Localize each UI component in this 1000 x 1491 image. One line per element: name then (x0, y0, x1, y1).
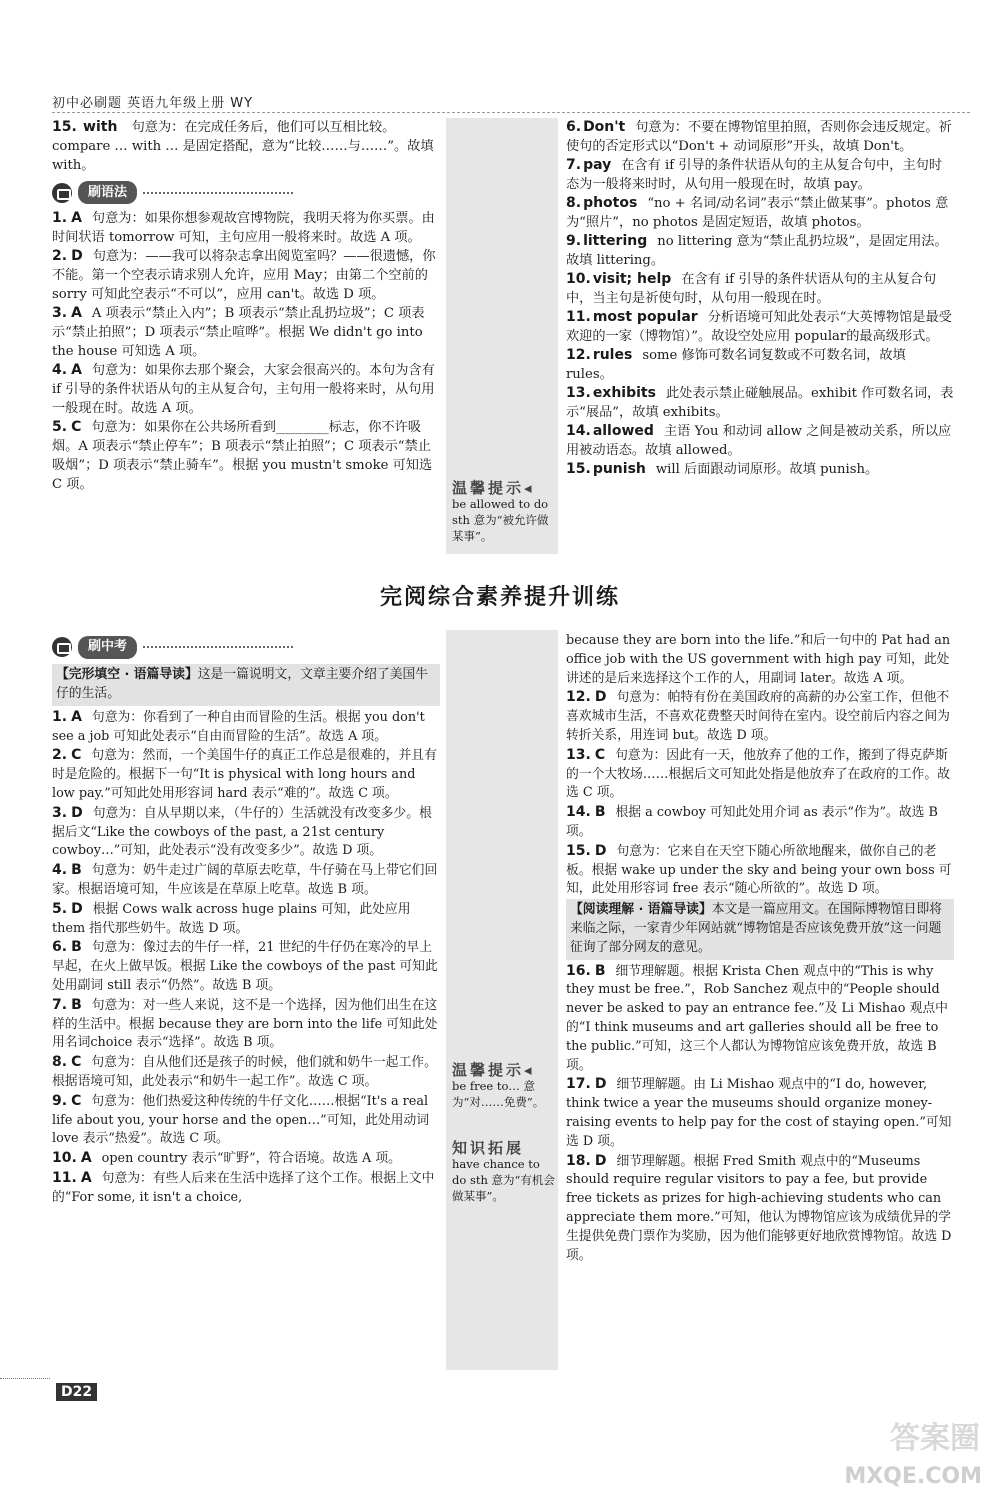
answer-letter: B (71, 939, 82, 956)
item-number: 15. (566, 842, 591, 859)
footer-dotted-rule (0, 1378, 50, 1379)
answer-word: visit; help (592, 271, 672, 287)
list-item (52, 209, 440, 247)
answer-word: littering (583, 233, 648, 249)
list-item (52, 247, 440, 304)
tip-box-free (452, 1062, 556, 1110)
answer-letter: B (71, 996, 82, 1013)
explanation: 句意为：如果你想参观故宫博物院，我明天将为你买票。由时间状语 tomorrow 可知，主句应用一般将来时。故选 A 项。 (52, 210, 435, 245)
explanation: 细节理解题。根据 Fred Smith 观点中的“Museums should require regular visitors to pay a fee, but provide free tickets as prizes for high-achieving students who can appreciate them more.”可知，他认为博物馆应该为成绩优异的学生提供免费门票作为奖励，因为他们能够更好地欣赏博物馆。故选 D 项。 (566, 1153, 952, 1263)
item-number: 14. (566, 804, 591, 821)
item-number: 10. (566, 271, 591, 287)
answer-letter: B (71, 862, 82, 879)
answer-word: punish (592, 461, 646, 477)
item-number: 4. (52, 361, 68, 378)
explanation: 句意为：对一些人来说，这不是一个选择，因为他们出生在这样的生活中。根据 because they are born into the life 可知此处用名词choice 表示“选择”。故选 B 项。 (52, 997, 438, 1051)
list-item (52, 304, 440, 361)
explanation: 句意为：在完成任务后，他们可以互相比较。compare … with … 是固定搭配，意为“比较……与……”。故填 with。 (52, 120, 434, 173)
answer-letter: A (71, 708, 82, 725)
answer-letter: C (594, 746, 606, 763)
explanation: no littering 意为“禁止乱扔垃圾”，是固定用法。故填 littering。 (566, 234, 948, 268)
answer-letter: D (71, 900, 83, 917)
answer-letter: A (71, 304, 82, 321)
grammar-items (52, 209, 440, 494)
answer-letter: D (594, 842, 607, 859)
list-item (566, 746, 954, 803)
item-number: 1. (52, 209, 68, 226)
header-divider (52, 112, 970, 113)
answer-word: with (83, 119, 118, 135)
list-item (566, 118, 954, 156)
item-number: 17. (566, 1076, 591, 1093)
answer-letter: D (594, 1076, 607, 1093)
item-number: 18. (566, 1152, 591, 1169)
answer-letter: B (594, 962, 606, 979)
answer-word: Don't (583, 119, 626, 135)
explanation: 句意为：如果你在公共场所看到________标志，你不许吸烟。A 项表示“禁止停车”；B 项表示“禁止拍照”；C 项表示“禁止吸烟”；D 项表示“禁止骑车”。根据 you mustn't smoke 可知选 C 项。 (52, 419, 433, 492)
top-left-column (52, 118, 440, 494)
tip-title (452, 1140, 556, 1156)
intro-label: 【完形填空 · 语篇导读】 (56, 667, 198, 683)
answer-letter: C (71, 418, 82, 435)
explanation: 句意为：你看到了一种自由而冒险的生活。根据 you don't see a job 可知此处表示“自由而冒险的生活”。故选 A 项。 (52, 709, 425, 744)
bottom-left-column (52, 636, 440, 1208)
arrow-icon: ◂ (524, 1061, 535, 1079)
explanation: 句意为：奶牛走过广阔的草原去吃草，牛仔骑在马上带它们回家。根据语境可知，牛应该是在草原上吃草。故选 B 项。 (52, 863, 438, 897)
list-item (566, 1075, 954, 1151)
list-item (52, 1092, 440, 1149)
continued-text: because they are born into the life.”和后一句中的 Pat had an office job with the US government with high pay 可知，此处讲述的是后来选择这个工作的人，用副词 later。故选 A 项。 (566, 633, 951, 686)
list-item (52, 708, 440, 747)
running-header: 初中必刷题 英语九年级上册 WY (52, 96, 254, 111)
explanation: 细节理解题。由 Li Mishao 观点中的“I do, however, think twice a year the museums should organize money-raising events to help pay for the cost of staying open.”可知选 D 项。 (566, 1077, 952, 1149)
explanation: 句意为：有些人后来在生活中选择了这个工作。根据上文中的“For some, it isn't a choice, (52, 1170, 435, 1205)
watermark-url: MXQE.COM (844, 1464, 982, 1489)
section-title: 完阅综合素养提升训练 (379, 585, 620, 610)
explanation: 此处表示禁止碰触展品。exhibit 作可数名词，表示“展品”，故填 exhibits。 (566, 386, 954, 420)
explanation: open country 表示“旷野”，符合语境。故选 A 项。 (101, 1151, 401, 1167)
item-number: 14. (566, 423, 591, 439)
item-number: 16. (566, 962, 591, 979)
item-15-with (52, 118, 440, 175)
tip-text: be free to… 意为“对……免费”。 (452, 1079, 545, 1109)
explanation: 句意为：然而，一个美国牛仔的真正工作总是很难的，并且有时是危险的。根据下一句“It is physical with long hours and low pay.”可知此处用形容词 hard 表示“难的”。故选 C 项。 (52, 748, 437, 801)
explanation: 在含有 if 引导的条件状语从句的主从复合句中，主句时态为一般将来时时，从句用一般现在时，故填 pay。 (566, 158, 943, 192)
explanation: will 后面跟动词原形。故填 punish。 (655, 462, 879, 477)
answer-word: exhibits (592, 385, 656, 401)
watermark-logo: 答案圈 (890, 1421, 980, 1456)
item-number: 3. (52, 804, 68, 821)
tip-box-top (452, 480, 556, 544)
list-item (566, 384, 954, 422)
item-number: 8. (566, 195, 582, 211)
answer-word: photos (583, 195, 638, 211)
answer-letter: D (71, 247, 83, 264)
list-item (566, 194, 954, 232)
item-number: 13. (566, 385, 591, 401)
section-badge-grammar (52, 181, 293, 204)
explanation: 细节理解题。根据 Krista Chen 观点中的“This is why they must be free.”，Rob Sanchez 观点中的“People should never be asked to pay an entrance fee.”及 Li Mishao 观点中的“I think museums and art galleries should all be free to the public.”可知，这三个人都认为博物馆应该免费开放，故选 B 项。 (566, 963, 948, 1073)
top-right-column (566, 118, 954, 479)
list-item (566, 842, 954, 899)
list-item (52, 938, 440, 995)
item-number: 8. (52, 1054, 68, 1071)
explanation: 根据 Cows walk across huge plains 可知，此处应用 them 指代那些奶牛。故选 D 项。 (52, 901, 411, 936)
tip-box-knowledge (452, 1140, 556, 1204)
item-number: 9. (566, 233, 582, 249)
book-icon (52, 183, 72, 203)
book-icon (52, 637, 72, 657)
explanation: 句意为：它来自在天空下随心所欲地醒来，做你自己的老板。根据 wake up under the sky and being your own boss 可知，此处用形容词 free 表示“随心所欲的”。故选 D 项。 (566, 843, 952, 897)
item-number: 7. (52, 996, 68, 1013)
answer-letter: D (594, 689, 607, 706)
explanation: A 项表示“禁止入内”；B 项表示“禁止乱扔垃圾”；C 项表示“禁止拍照”；D 项表示“禁止喧哗”。根据 We didn't go into the house 可知选 A 项。 (52, 305, 425, 359)
intro-label: 【阅读理解 · 语篇导读】 (570, 902, 712, 918)
list-item (52, 1149, 440, 1169)
item-number: 12. (566, 689, 591, 706)
item-number: 2. (52, 747, 68, 764)
item-number: 12. (566, 347, 591, 363)
explanation: 主语 You 和动词 allow 之间是被动关系，所以应用被动语态。故填 allowed。 (566, 424, 952, 458)
explanation: “no + 名词/动名词”表示“禁止做某事”。photos 意为“照片”，no photos 是固定短语，故填 photos。 (566, 196, 949, 230)
list-item (566, 803, 954, 842)
list-item (52, 1053, 440, 1092)
list-item (566, 232, 954, 270)
dotted-rule (143, 646, 293, 648)
side-margin-bar-bottom (446, 630, 558, 1370)
item-number: 3. (52, 304, 68, 321)
list-item (52, 861, 440, 900)
intro-text: 这是一篇说明文，文章主要介绍了美国牛仔的生活。 (56, 667, 429, 701)
answer-letter: C (71, 1054, 82, 1071)
explanation: 句意为：如果你去那个聚会，大家会很高兴的。本句为含有if 引导的条件状语从句的主从复合句，主句用一般将来时，从句用一般现在时。故选 A 项。 (52, 362, 435, 416)
section-label: 刷中考 (78, 636, 137, 659)
answer-letter: A (80, 1169, 92, 1186)
list-item (566, 156, 954, 194)
item-number: 5. (52, 418, 68, 435)
list-item (566, 1152, 954, 1266)
item-number: 7. (566, 157, 582, 173)
explanation: 句意为：不要在博物馆里拍照，否则你会违反规定。祈使句的否定形式以“Don't + 动词原形”开头，故填 Don't。 (566, 120, 952, 154)
answer-word: rules (592, 347, 633, 363)
tip-title-text: 知识拓展 (452, 1139, 525, 1157)
answer-letter: C (71, 1092, 82, 1109)
explanation: 句意为：他们热爱这种传统的牛仔文化……根据“It's a real life about you, your horse and the open…”可知，此处用动词 love 表示“热爱”。故选 C 项。 (52, 1093, 430, 1147)
explanation: 句意为：自从早期以来，（牛仔的）生活就没有改变多少。根据后文“Like the cowboys of the past, a 21st century cowboy…”可知，此处表示“没有改变多少”。故选 D 项。 (52, 805, 432, 859)
explanation: 句意为：——我可以将杂志拿出阅览室吗？——很遗憾，你不能。第一个空表示请求别人允许，应用 May；由第二个空前的 sorry 可知此空表示“不可以”，应用 can't。故选 D 项。 (52, 248, 436, 302)
section-badge-exam (52, 636, 293, 659)
item-number: 4. (52, 862, 68, 879)
tip-text: have chance to do sth 意为“有机会做某事”。 (452, 1157, 555, 1203)
item-number: 1. (52, 708, 68, 725)
answer-word: most popular (592, 309, 698, 325)
explanation: 句意为：自从他们还是孩子的时候，他们就和奶牛一起工作。根据语境可知，此处表示“和奶牛一起工作”。故选 C 项。 (52, 1055, 437, 1089)
explanation: 根据 a cowboy 可知此处用介词 as 表示“作为”。故选 B 项。 (566, 805, 938, 839)
list-item (566, 460, 954, 479)
item-number: 11. (566, 309, 591, 325)
answer-letter: A (71, 361, 82, 378)
tip-text: be allowed to do sth 意为“被允许做某事”。 (452, 497, 549, 543)
bottom-right-column (566, 632, 954, 1265)
item-number: 5. (52, 900, 68, 917)
list-item (52, 1169, 440, 1208)
tip-title-text: 温馨提示 (452, 479, 525, 497)
intro-text: 本文是一篇应用文。在国际博物馆日即将来临之际，一家青少年网站就“博物馆是否应该免费开放”这一问题征询了部分网友的意见。 (570, 902, 943, 955)
page-number: D22 (56, 1383, 97, 1401)
explanation: 在含有 if 引导的条件状语从句的主从复合句中，当主句是祈使句时，从句用一般现在时。 (566, 272, 937, 306)
item-number: 10. (52, 1150, 77, 1167)
list-item (566, 270, 954, 308)
answer-letter: A (71, 209, 82, 226)
list-item (52, 804, 440, 861)
list-item (52, 361, 440, 418)
item-number: 6. (566, 119, 582, 135)
list-item (566, 346, 954, 384)
dotted-rule (143, 192, 293, 194)
answer-word: pay (583, 157, 612, 173)
answer-word: allowed (592, 423, 654, 439)
explanation: some 修饰可数名词复数或不可数名词，故填 rules。 (566, 348, 906, 382)
item-number: 2. (52, 247, 68, 264)
item-number: 15. (566, 461, 591, 477)
item-number: 9. (52, 1092, 68, 1109)
section-label: 刷语法 (78, 181, 137, 204)
reading-intro (566, 899, 954, 959)
list-item (52, 418, 440, 494)
answer-letter: A (80, 1150, 92, 1167)
answer-letter: D (594, 1152, 607, 1169)
item-number: 13. (566, 746, 591, 763)
tip-title (452, 480, 556, 496)
list-item (566, 962, 954, 1076)
list-item (566, 688, 954, 745)
arrow-icon: ◂ (524, 479, 535, 497)
explanation: 句意为：因此有一天，他放弃了他的工作，搬到了得克萨斯的一个大牧场……根据后文可知此处指是他放弃了在政府的工作。故选 C 项。 (566, 747, 950, 801)
list-item (52, 746, 440, 803)
answer-letter: B (594, 804, 606, 821)
list-item (566, 422, 954, 460)
item-number: 11. (52, 1169, 77, 1186)
item-number: 15. (52, 119, 77, 135)
cloze-intro (52, 664, 440, 706)
list-item (52, 996, 440, 1053)
explanation: 句意为：帕特有份在美国政府的高薪的办公室工作，但他不喜欢城市生活，不喜欢花费整天时间待在室内。设空前后内容之间为转折关系，用连词 but。故选 D 项。 (566, 690, 950, 743)
item-number: 6. (52, 939, 68, 956)
tip-title-text: 温馨提示 (452, 1061, 525, 1079)
list-item (566, 308, 954, 346)
side-margin-bar-top (446, 118, 558, 554)
tip-title (452, 1062, 556, 1078)
explanation: 分析语境可知此处表示“大英博物馆是最受欢迎的一家（博物馆）”。故设空处应用 popular的最高级形式。 (566, 310, 952, 344)
answer-letter: C (71, 747, 82, 764)
explanation: 句意为：像过去的牛仔一样，21 世纪的牛仔仍在寒冷的早上早起，在火上做早饭。根据 Like the cowboys of the past 可知此处用副词 still 表示“仍然”。故选 B 项。 (52, 940, 438, 993)
list-item (52, 900, 440, 939)
answer-letter: D (71, 804, 83, 821)
